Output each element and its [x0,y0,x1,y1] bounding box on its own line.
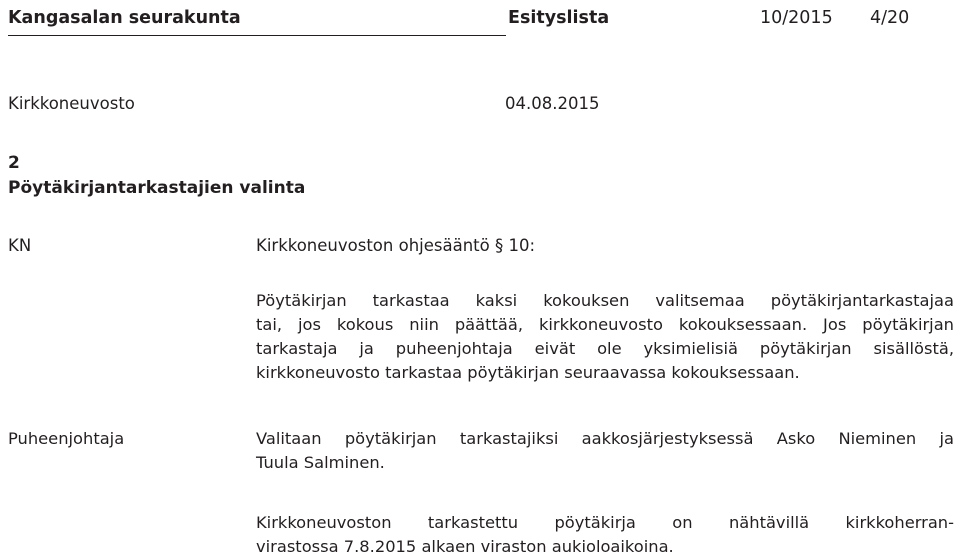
page-indicator: 4/20 [870,8,910,28]
header-divider [8,35,506,36]
document-type: Esityslista [508,8,610,28]
rule-line: tarkastaja ja puheenjohtaja eivät ole yksimielisiä pöytäkirjan sisällöstä, [256,339,954,358]
note-line: Kirkkoneuvoston tarkastettu pöytäkirja on nähtävillä kirkkoherran- [256,513,954,532]
section-title: Pöytäkirjantarkastajien valinta [8,178,306,198]
proposer-role: Puheenjohtaja [8,429,125,448]
organization-name: Kangasalan seurakunta [8,8,241,28]
meeting-body: Kirkkoneuvosto [8,94,135,113]
proposal-line: Tuula Salminen. [256,453,385,472]
note-paragraph [256,511,954,559]
document-number: 10/2015 [760,8,833,28]
proposal-line: Valitaan pöytäkirjan tarkastajiksi aakkosjärjestyksessä Asko Nieminen ja [256,429,954,448]
rule-line: Pöytäkirjan tarkastaa kaksi kokouksen valitsemaa pöytäkirjantarkastajaa [256,291,954,310]
note-line: virastossa 7.8.2015 alkaen viraston aukioloaikoina. [256,537,674,556]
kn-reference: Kirkkoneuvoston ohjesääntö § 10: [256,236,536,255]
proposal-paragraph [256,427,954,475]
rule-line: kirkkoneuvosto tarkastaa pöytäkirjan seuraavassa kokouksessaan. [256,363,800,382]
rule-line: tai, jos kokous niin päättää, kirkkoneuvosto kokouksessaan. Jos pöytäkirjan [256,315,954,334]
meeting-date: 04.08.2015 [505,94,600,113]
rule-paragraph [256,289,954,385]
section-number: 2 [8,153,20,173]
kn-label: KN [8,236,32,255]
